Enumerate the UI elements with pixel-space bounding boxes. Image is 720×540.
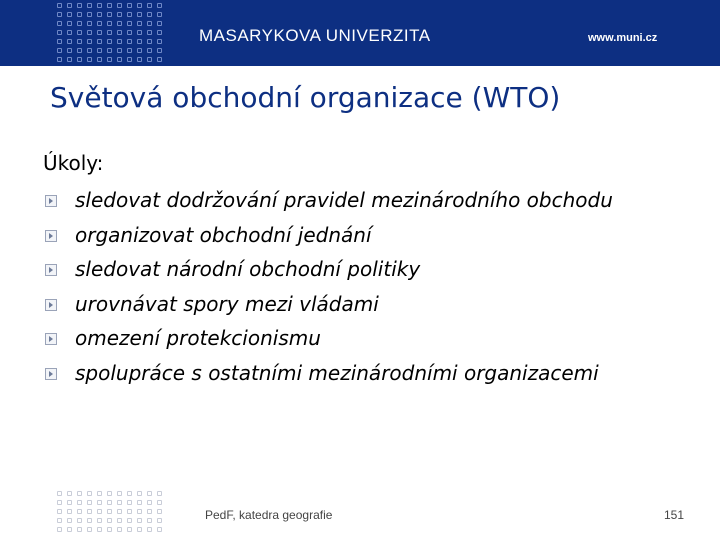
dot [127, 57, 132, 62]
dot [147, 12, 152, 17]
dot [117, 57, 122, 62]
dot [57, 527, 62, 532]
dot [127, 491, 132, 496]
dot [77, 48, 82, 53]
dot [87, 39, 92, 44]
dot [157, 30, 162, 35]
dot [97, 39, 102, 44]
dot [57, 30, 62, 35]
dot [137, 21, 142, 26]
dot [57, 21, 62, 26]
dot [107, 48, 112, 53]
dot [107, 57, 112, 62]
dot [107, 21, 112, 26]
dot [87, 527, 92, 532]
dot [147, 21, 152, 26]
dot [77, 518, 82, 523]
dot [147, 30, 152, 35]
dot [77, 509, 82, 514]
dot [117, 509, 122, 514]
dot [147, 518, 152, 523]
dot [127, 39, 132, 44]
dot [77, 491, 82, 496]
dot [117, 518, 122, 523]
dot [137, 509, 142, 514]
dot [137, 57, 142, 62]
slide-title: Světová obchodní organizace (WTO) [50, 81, 561, 114]
square-arrow-bullet-icon [45, 195, 57, 207]
dot [127, 30, 132, 35]
dot [57, 48, 62, 53]
dot [147, 500, 152, 505]
list-item [43, 287, 613, 322]
dot [57, 491, 62, 496]
dot [97, 48, 102, 53]
dot [157, 509, 162, 514]
dot [137, 12, 142, 17]
dot [67, 491, 72, 496]
bullet-text: urovnávat spory mezi vládami [75, 291, 379, 316]
dot [147, 491, 152, 496]
dot [107, 509, 112, 514]
dot [57, 12, 62, 17]
dot [157, 518, 162, 523]
dot [97, 21, 102, 26]
dot [57, 509, 62, 514]
dot [127, 21, 132, 26]
dot [157, 39, 162, 44]
square-arrow-bullet-icon [45, 264, 57, 276]
square-arrow-bullet-icon [45, 333, 57, 345]
dot [57, 3, 62, 8]
dot [127, 3, 132, 8]
dot [147, 509, 152, 514]
bullet-text: sledovat dodržování pravidel mezinárodního obchodu [75, 188, 613, 212]
dot [147, 39, 152, 44]
dot [107, 518, 112, 523]
dot [77, 527, 82, 532]
dot [157, 12, 162, 17]
dot [97, 527, 102, 532]
dot [87, 518, 92, 523]
dot [77, 500, 82, 505]
bullet-text: spolupráce s ostatními mezinárodními organizacemi [75, 360, 599, 385]
dot [97, 518, 102, 523]
dot [77, 30, 82, 35]
list-item [43, 321, 613, 356]
list-item [43, 252, 613, 287]
dot [137, 500, 142, 505]
university-url: www.muni.cz [588, 32, 658, 44]
dot [77, 57, 82, 62]
dot [87, 57, 92, 62]
dot [77, 12, 82, 17]
dot [117, 21, 122, 26]
bullet-text: sledovat národní obchodní politiky [75, 257, 421, 281]
dot [97, 30, 102, 35]
list-item [43, 183, 613, 218]
list-item [43, 218, 613, 253]
dot [67, 57, 72, 62]
header-bar [0, 0, 720, 66]
dot [57, 500, 62, 505]
square-arrow-bullet-icon [45, 299, 57, 311]
dot [57, 57, 62, 62]
dot [117, 30, 122, 35]
dot [67, 39, 72, 44]
page-number: 151 [664, 508, 685, 522]
dot [117, 527, 122, 532]
dot [87, 500, 92, 505]
dot [137, 30, 142, 35]
list-item [43, 356, 613, 391]
dot [147, 527, 152, 532]
dot [67, 518, 72, 523]
tasks-label: Úkoly: [43, 151, 104, 175]
dot [67, 30, 72, 35]
dot [87, 30, 92, 35]
dot [107, 12, 112, 17]
dot [97, 500, 102, 505]
dot [77, 3, 82, 8]
dot [117, 39, 122, 44]
dot [137, 3, 142, 8]
dot [67, 3, 72, 8]
dot-grid-pattern [57, 3, 164, 64]
dot [97, 12, 102, 17]
dot [107, 500, 112, 505]
dot [157, 57, 162, 62]
dot [147, 48, 152, 53]
dot [87, 491, 92, 496]
dot [107, 3, 112, 8]
square-arrow-bullet-icon [45, 368, 57, 380]
dot [77, 39, 82, 44]
dot [117, 3, 122, 8]
dot [127, 500, 132, 505]
dot [67, 21, 72, 26]
bullet-text: omezení protekcionismu [75, 326, 321, 350]
dot [147, 57, 152, 62]
dot [137, 527, 142, 532]
dot [127, 12, 132, 17]
dot [97, 491, 102, 496]
dot [137, 518, 142, 523]
dot [157, 491, 162, 496]
dot [107, 39, 112, 44]
dot [117, 491, 122, 496]
dot [157, 500, 162, 505]
dot-grid-pattern [57, 491, 164, 534]
dot [67, 527, 72, 532]
bullet-text: organizovat obchodní jednání [75, 222, 372, 247]
dot [127, 48, 132, 53]
dot [57, 518, 62, 523]
dot [157, 21, 162, 26]
square-arrow-bullet-icon [45, 230, 57, 242]
dot [67, 500, 72, 505]
dot [107, 527, 112, 532]
dot [87, 12, 92, 17]
dot [127, 518, 132, 523]
dot [117, 12, 122, 17]
dot [77, 21, 82, 26]
dot [87, 509, 92, 514]
dot [67, 48, 72, 53]
dot [87, 3, 92, 8]
dot [137, 48, 142, 53]
dot [127, 527, 132, 532]
dot [57, 39, 62, 44]
dot [157, 527, 162, 532]
dot [107, 30, 112, 35]
dot [147, 3, 152, 8]
dot [67, 509, 72, 514]
bullet-list [43, 183, 613, 390]
dot [97, 3, 102, 8]
dot [137, 491, 142, 496]
dot [107, 491, 112, 496]
dot [117, 48, 122, 53]
university-name: MASARYKOVA UNIVERZITA [199, 26, 431, 45]
dot [157, 48, 162, 53]
dot [117, 500, 122, 505]
dot [97, 509, 102, 514]
dot [157, 3, 162, 8]
dot [87, 48, 92, 53]
dot [97, 57, 102, 62]
dot [67, 12, 72, 17]
dot [127, 509, 132, 514]
dot [137, 39, 142, 44]
dot [87, 21, 92, 26]
footer-text: PedF, katedra geografie [205, 508, 333, 522]
